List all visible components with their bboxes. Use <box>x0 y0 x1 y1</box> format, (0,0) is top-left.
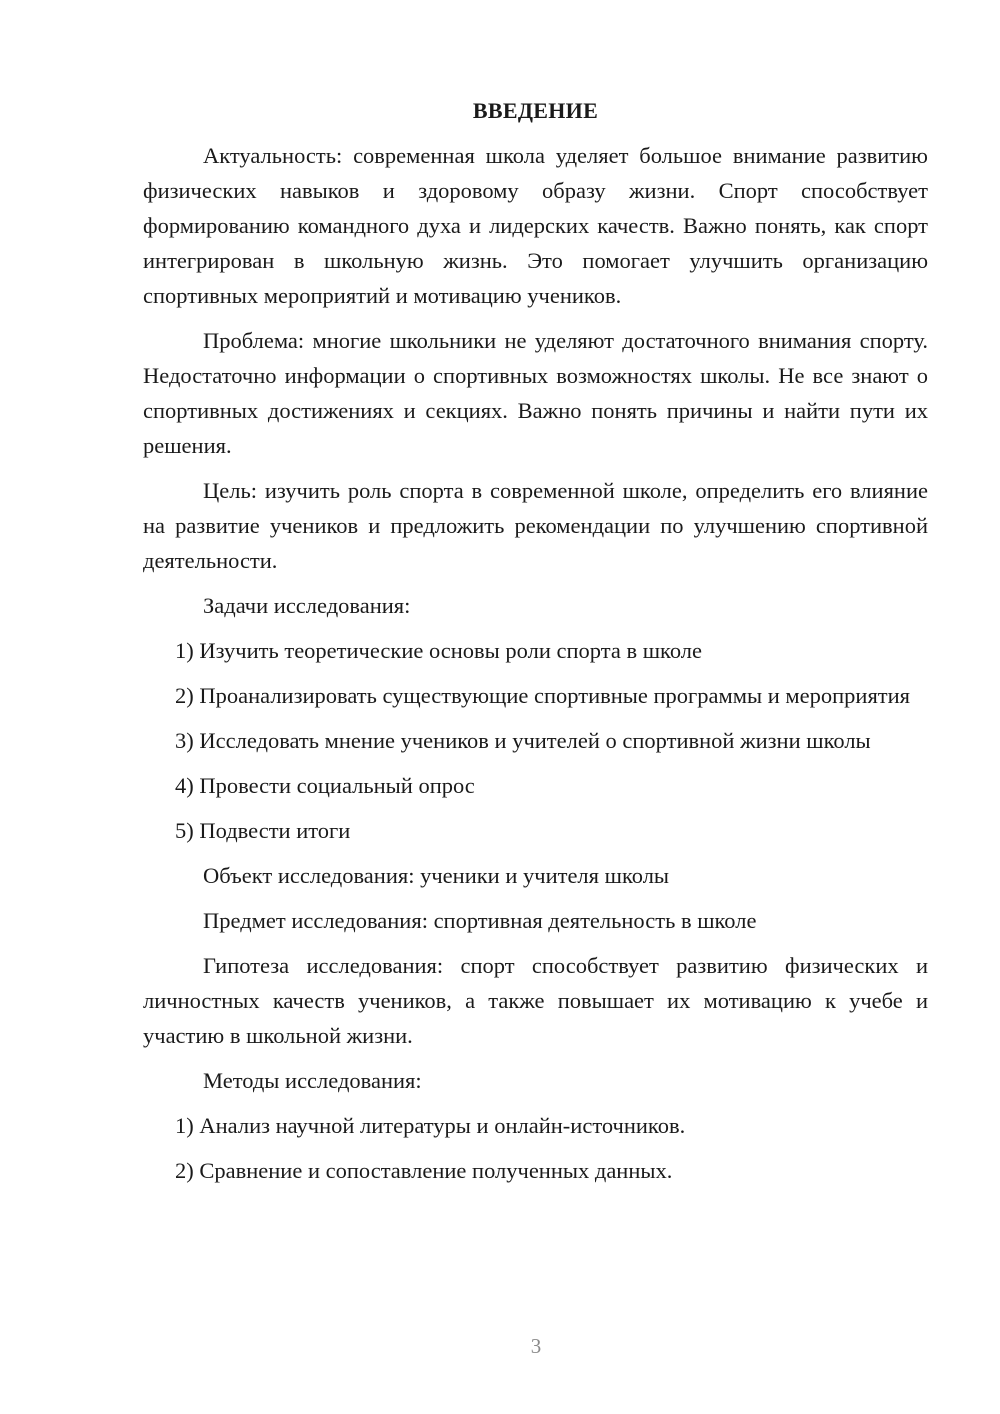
paragraph-goal: Цель: изучить роль спорта в современной школе, определить его влияние на развитие учеников и предложить рекомендации по улучшению спортивной деятельности. <box>143 478 928 573</box>
tasks-title: Задачи исследования: <box>203 593 411 618</box>
task-item-5: 5) Подвести итоги <box>175 818 351 843</box>
page-content <box>143 96 928 1198</box>
section-heading: ВВЕДЕНИЕ <box>472 98 599 123</box>
task-item-1: 1) Изучить теоретические основы роли спорта в школе <box>175 638 703 663</box>
task-item-2: 2) Проанализировать существующие спортивные программы и мероприятия <box>175 683 911 708</box>
task-item-4: 4) Провести социальный опрос <box>175 773 475 798</box>
research-subject: Предмет исследования: спортивная деятельность в школе <box>203 908 757 933</box>
page-number: 3 <box>530 1334 542 1358</box>
paragraph-problem: Проблема: многие школьники не уделяют достаточного внимания спорту. Недостаточно информации о спортивных возможностях школы. Не все знают о спортивных достижениях и секциях. Важно понять причины и найти пути их решения. <box>143 328 928 458</box>
task-item-3: 3) Исследовать мнение учеников и учителей о спортивной жизни школы <box>175 728 871 753</box>
method-item-2: 2) Сравнение и сопоставление полученных данных. <box>175 1158 673 1183</box>
paragraph-relevance: Актуальность: современная школа уделяет большое внимание развитию физических навыков и здоровому образу жизни. Спорт способствует формированию командного духа и лидерских качеств. Важно понять, как спорт интегрирован в школьную жизнь. Это помогает улучшить организацию спортивных мероприятий и мотивацию учеников. <box>143 143 928 308</box>
method-item-1: 1) Анализ научной литературы и онлайн-источников. <box>175 1113 686 1138</box>
methods-title: Методы исследования: <box>203 1068 422 1093</box>
research-hypothesis: Гипотеза исследования: спорт способствует развитию физических и личностных качеств учеников, а также повышает их мотивацию к учебе и участию в школьной жизни. <box>143 953 928 1048</box>
research-object: Объект исследования: ученики и учителя школы <box>203 863 670 888</box>
